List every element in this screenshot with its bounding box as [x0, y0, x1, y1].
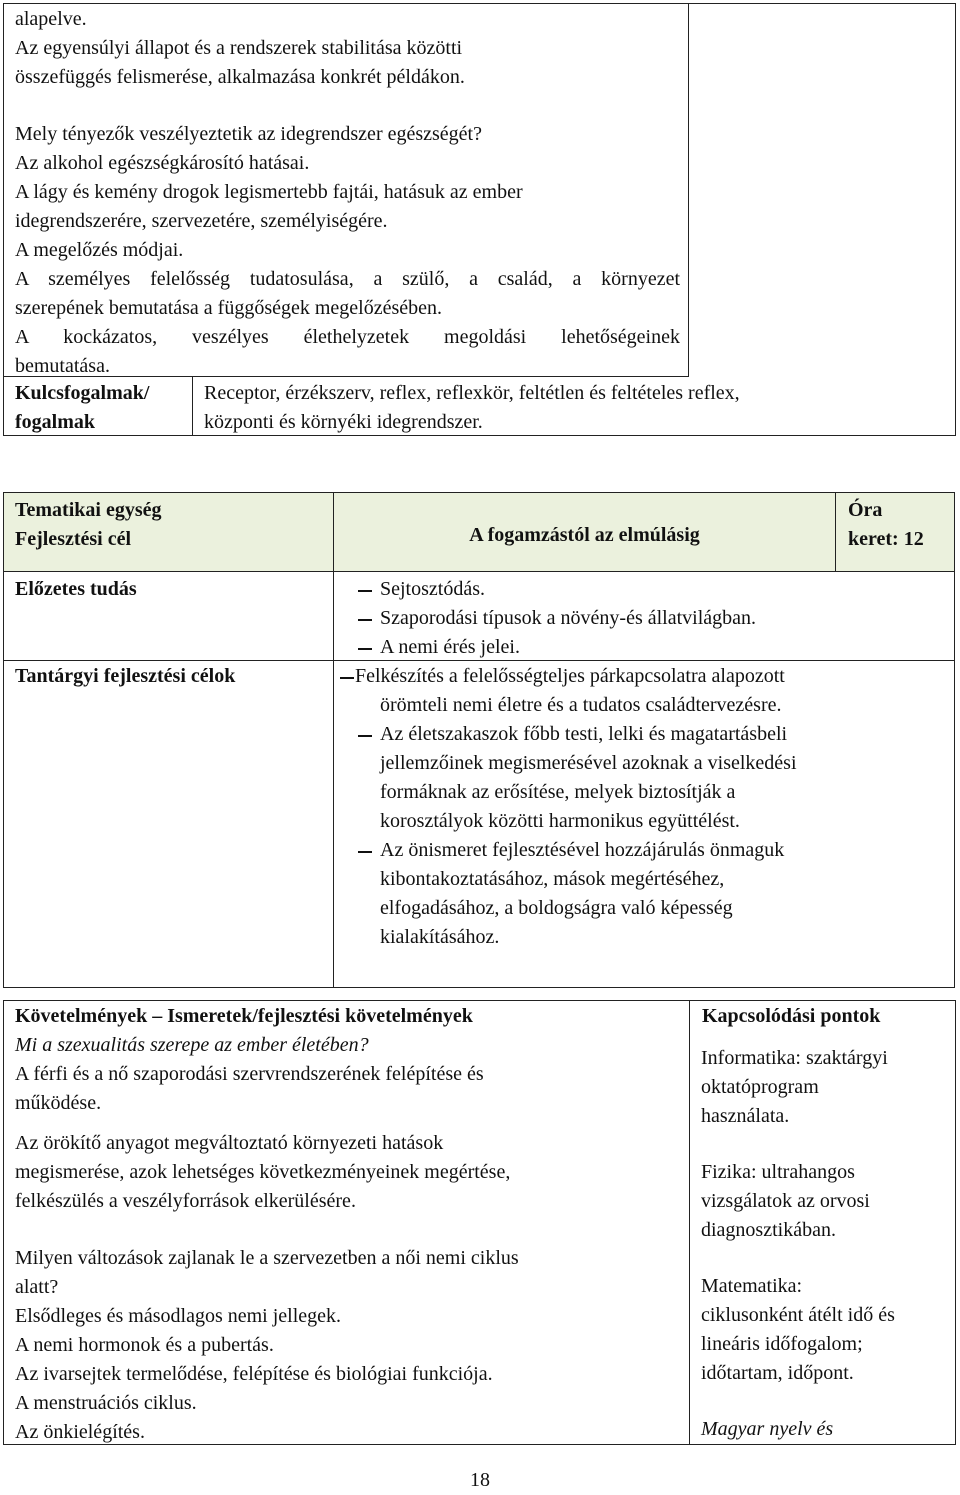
text-line: A személyes felelősség tudatosulása, a szülő, a család, a környezet [15, 268, 680, 290]
list-item: Az önismeret fejlesztésével hozzájárulás önmaguk kibontakoztatásához, mások megértéséhez, elfogadásához, a boldogságra való képesség kialakításához. [340, 836, 940, 952]
unit-title: A fogamzástól az elmúlásig [469, 524, 700, 546]
text-line: bemutatása. [15, 355, 110, 377]
text-line: A megelőzés módjai. [15, 239, 184, 261]
unit-hours: Óra keret: 12 [848, 499, 924, 550]
dash-bullet [340, 677, 354, 679]
connections-right-column: Informatika: szaktárgyi oktatóprogram használata. Fizika: ultrahangos vizsgálatok az orvosi diagnosztikában. Matematika: ciklusonként átélt idő és lineáris időfogalom; időtartam, időpont. Magyar nyelv és [701, 1047, 895, 1440]
key-concepts-divider [192, 376, 193, 436]
text-line: Az alkohol egészségkárosító hatásai. [15, 152, 310, 174]
text-line: Az egyensúlyi állapot és a rendszerek stabilitása közötti [15, 37, 463, 59]
top-table-divider [688, 3, 689, 377]
text-line: Mely tényezők veszélyeztetik az idegrendszer egészségét? [15, 123, 482, 145]
text-line: alapelve. [15, 8, 87, 30]
unit-header-label: Tematikai egység Fejlesztési cél [15, 499, 162, 550]
list-item: Sejtosztódás. [340, 575, 756, 604]
dash-bullet [358, 648, 372, 650]
dash-bullet [358, 590, 372, 592]
prior-knowledge-list [340, 575, 756, 662]
page-number: 18 [470, 1469, 490, 1491]
requirements-divider [689, 1000, 690, 1445]
list-item: Az életszakaszok főbb testi, lelki és magatartásbeli jellemzőinek megismerésével azoknak a viselkedési formáknak az erősítése, melyek biztosítják a korosztályok közötti harmonikus együttélést. [340, 720, 940, 836]
question-text: Mi a szexualitás szerepe az ember életében? [15, 1034, 369, 1056]
requirements-left-column: Mi a szexualitás szerepe az ember életében? A férfi és a nő szaporodási szervrendszerének felépítése és működése. Az örökítő anyagot megváltoztató környezeti hatások megismerése, azok lehetséges következményeinek megértése, felkészülés a veszélyforrások elkerülésére. Milyen változások zajlanak le a szervezetben a női nemi ciklus alatt? Elsődleges és másodlagos nemi jellegek. A nemi hormonok és a pubertás. Az ivarsejtek termelődése, felépítése és biológiai funkciója. A menstruációs ciklus. Az önkielégítés. [15, 1031, 680, 1447]
top-text-block [15, 5, 680, 92]
dash-bullet [358, 851, 372, 853]
prior-knowledge-label: Előzetes tudás [15, 578, 137, 600]
key-concepts-text: Receptor, érzékszerv, reflex, reflexkör, feltétlen és feltételes reflex, központi és környéki idegrendszer. [204, 382, 740, 433]
top-text-block-2 [15, 120, 680, 381]
dash-bullet [358, 735, 372, 737]
dash-bullet [358, 619, 372, 621]
connections-header: Kapcsolódási pontok [702, 1005, 881, 1027]
goals-list [340, 662, 940, 952]
key-concepts-label: Kulcsfogalmak/ fogalmak [15, 382, 150, 433]
text-line: A kockázatos, veszélyes élethelyzetek megoldási lehetőségeinek [15, 326, 680, 348]
list-item: A nemi érés jelei. [340, 633, 756, 662]
text-line: szerepének bemutatása a függőségek megelőzésében. [15, 297, 443, 319]
text-line: A lágy és kemény drogok legismertebb fajtái, hatásuk az ember [15, 181, 523, 203]
unit-body-divider [333, 571, 334, 988]
requirements-header: Követelmények – Ismeretek/fejlesztési követelmények [15, 1005, 473, 1027]
goals-label: Tantárgyi fejlesztési célok [15, 665, 236, 687]
list-item: Szaporodási típusok a növény-és állatvilágban. [340, 604, 756, 633]
text-line: összefüggés felismerése, alkalmazása konkrét példákon. [15, 66, 465, 88]
text-line: idegrendszerére, szervezetére, személyiségére. [15, 210, 388, 232]
list-item: Felkészítés a felelősségteljes párkapcsolatra alapozott örömteli nemi életre és a tudatos családtervezésre. [340, 662, 940, 720]
